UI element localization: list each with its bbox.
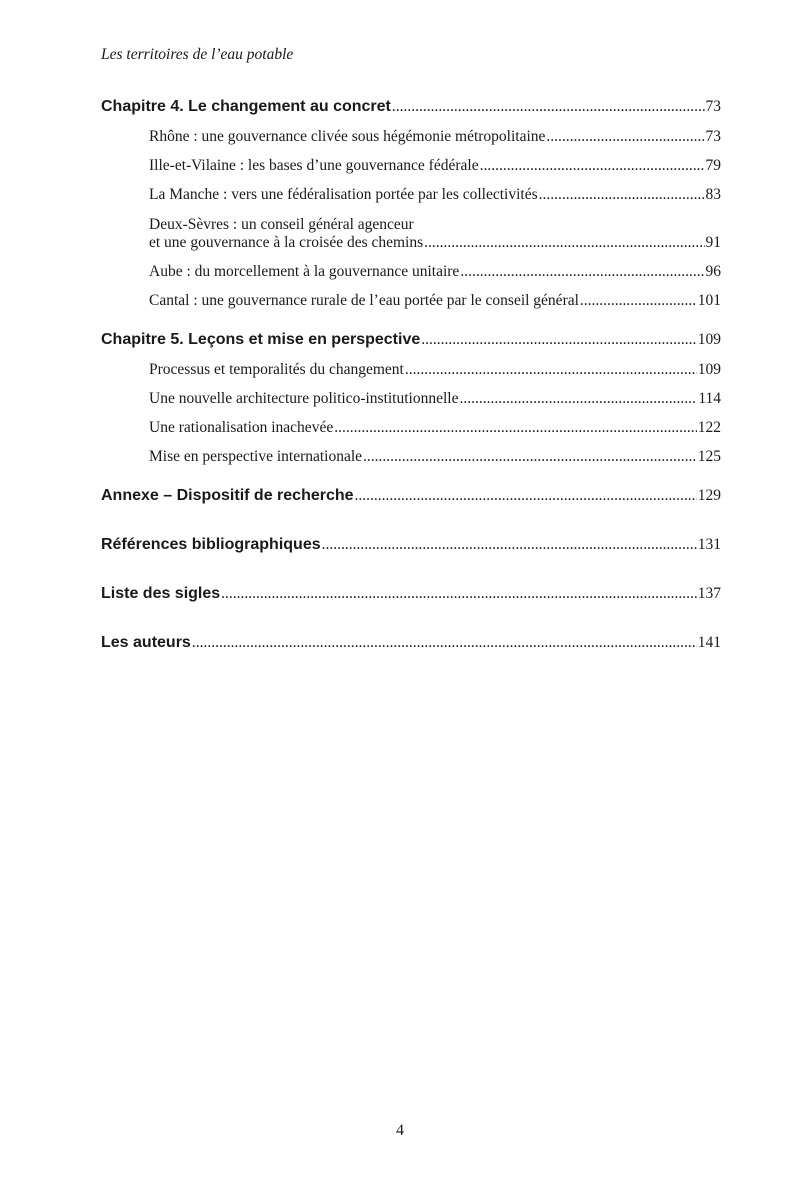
section-title: Une nouvelle architecture politico-institutionnelle [149,390,459,407]
leader-dots [392,98,705,116]
toc-chapter-4 [101,98,721,124]
leader-dots [546,128,704,146]
toc-section-multiline [101,215,721,263]
page-ref: 96 [705,263,721,280]
page-ref: 73 [705,128,721,145]
page-ref: 73 [705,98,721,115]
toc-section [101,361,721,390]
table-of-contents [101,98,721,660]
chapter-number: Chapitre 4 [101,98,180,115]
toc-annexe [101,487,721,513]
chapter-name: . Leçons et mise en perspective [179,331,421,348]
page-ref: 141 [697,634,721,651]
leader-dots [539,186,705,204]
page-ref: 129 [697,487,721,504]
leader-dots [460,263,704,281]
leader-dots [580,292,697,310]
leader-dots [334,419,697,437]
page-ref: 79 [705,157,721,174]
toc-section [101,292,721,321]
entry-title: Annexe – Dispositif de recherche [101,487,354,504]
section-title: Ille-et-Vilaine : les bases d’une gouvernance fédérale [149,157,479,174]
section-title: Processus et temporalités du changement [149,361,404,378]
section-title: La Manche : vers une fédéralisation portée par les collectivités [149,186,538,203]
toc-section [101,390,721,419]
section-title: Mise en perspective internationale [149,448,363,465]
chapter-5-sections [101,361,721,477]
section-title-line-1: Deux-Sèvres : un conseil général agenceur [149,216,414,233]
chapter-title [101,98,391,116]
page-ref: 109 [697,331,721,348]
leader-dots [405,361,697,379]
chapter-number: Chapitre 5 [101,331,180,348]
page-ref: 83 [705,186,721,203]
leader-dots [355,487,697,505]
section-title: Une rationalisation inachevée [149,419,334,436]
page-ref: 114 [698,390,721,407]
chapter-name: . Le changement au concret [179,98,391,115]
toc-sigles [101,585,721,611]
section-title: Rhône : une gouvernance clivée sous hégémonie métropolitaine [149,128,546,145]
leader-dots [322,536,697,554]
page-ref: 109 [697,361,721,378]
chapter-4-sections [101,128,721,321]
leader-dots [459,390,697,408]
toc-auteurs [101,634,721,660]
leader-dots [221,585,697,603]
page-number: 4 [396,1122,404,1139]
toc-section [101,157,721,186]
page-ref: 122 [697,419,721,436]
chapter-title [101,331,420,349]
page-ref: 125 [697,448,721,465]
leader-dots [192,634,697,652]
leader-dots [421,331,697,349]
section-title-line-2: et une gouvernance à la croisée des chemins [149,234,424,251]
page-ref: 91 [705,234,721,251]
toc-section [101,448,721,477]
page-ref: 137 [697,585,721,602]
toc-section [101,419,721,448]
running-header: Les territoires de l’eau potable [101,46,294,63]
section-title: Cantal : une gouvernance rurale de l’eau portée par le conseil général [149,292,579,309]
toc-chapter-5 [101,331,721,357]
leader-dots [424,234,704,252]
leader-dots [480,157,705,175]
section-title: Aube : du morcellement à la gouvernance unitaire [149,263,460,280]
entry-title: Liste des sigles [101,585,221,602]
toc-section [101,186,721,215]
page-ref: 101 [697,292,721,309]
toc-references [101,536,721,562]
page-ref: 131 [697,536,721,553]
entry-title: Références bibliographiques [101,536,321,553]
toc-section [101,263,721,292]
leader-dots [363,448,697,466]
toc-section [101,128,721,157]
entry-title: Les auteurs [101,634,191,651]
